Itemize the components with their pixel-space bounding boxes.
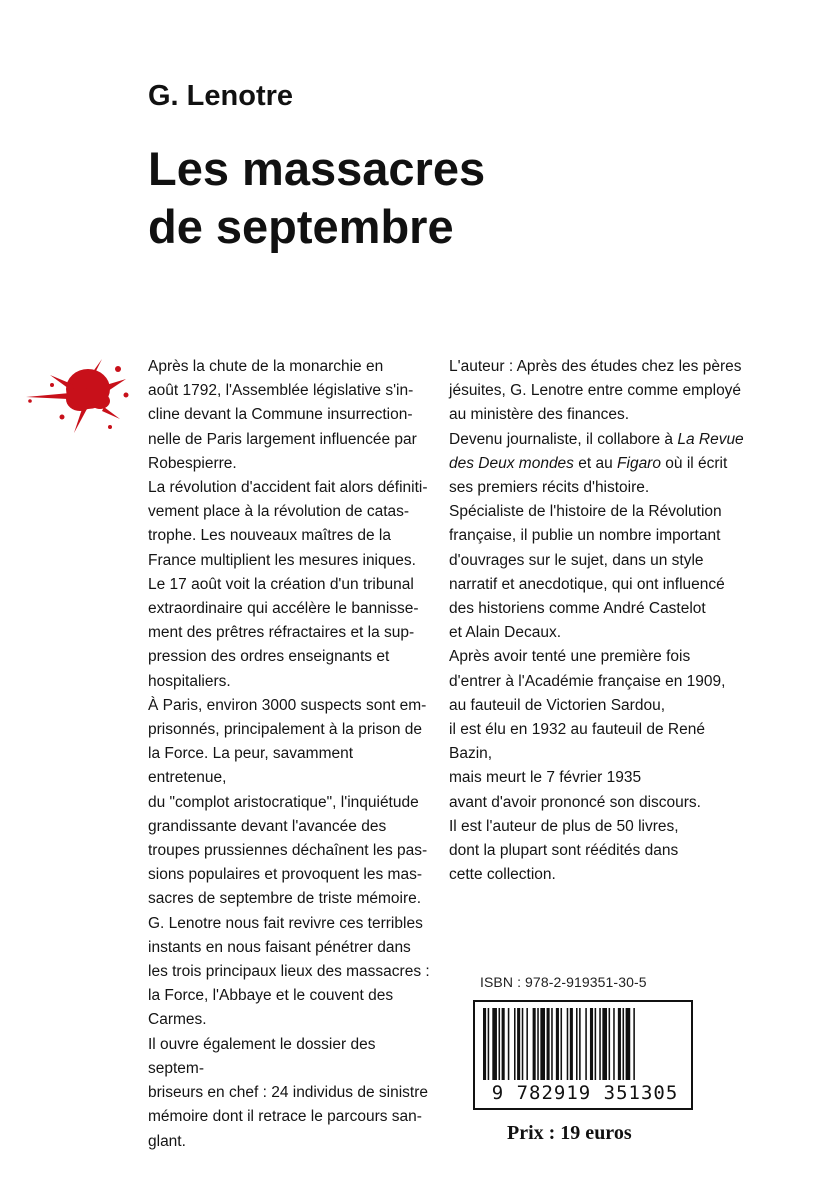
bio-italic-revue: La Revue des Deux mondes [449, 430, 744, 472]
bio-italic-figaro: Figaro [617, 454, 661, 472]
bio-text: où il écrit ses premiers récits d'histoire. [449, 454, 728, 497]
barcode [473, 1000, 693, 1110]
synopsis-column [148, 355, 430, 1154]
barcode-bars-icon [483, 1008, 687, 1080]
bio-text: et au [573, 454, 618, 472]
book-title [148, 140, 485, 256]
author-bio-column [449, 355, 749, 887]
bio-paragraph [449, 428, 749, 501]
bio-paragraph: Il est l'auteur de plus de 50 livres, dont la plupart sont réédités dans cette collection. [449, 817, 679, 884]
bio-paragraph: Spécialiste de l'histoire de la Révolution française, il publie un nombre important d'ouvrages sur le sujet, dans un style narratif et anecdotique, qui ont influencé des historiens comme André Castelot et Alain Decaux. [449, 503, 725, 642]
bio-text: Devenu journaliste, il collabore à [449, 430, 678, 448]
synopsis-paragraph: À Paris, environ 3000 suspects sont em- prisonnés, principalement à la prison de la Force. La peur, savamment entretenue, du "complot aristocratique", l'inquiétude grandissante devant l'avancée des troupes prussiennes déchaînent les pas- sions populaires et provoquent les mas- sacres de septembre de triste mémoire. [148, 696, 428, 908]
blood-splatter-icon [22, 355, 134, 437]
synopsis-paragraph: Le 17 août voit la création d'un tribunal extraordinaire qui accélère le bannisse- ment des prêtres réfractaires et la sup- pression des ordres enseignants et hospitaliers. [148, 575, 419, 690]
barcode-number: 9 782919 351305 [491, 1082, 679, 1104]
bio-paragraph: L'auteur : Après des études chez les pères jésuites, G. Lenotre entre comme employé au ministère des finances. [449, 358, 742, 424]
synopsis-paragraph: Il ouvre également le dossier des septem- briseurs en chef : 24 individus de sinistre mémoire dont il retrace le parcours san- glant. [148, 1035, 429, 1150]
isbn-label: ISBN : 978-2-919351-30-5 [480, 974, 647, 990]
synopsis-paragraph: Après la chute de la monarchie en août 1792, l'Assemblée législative s'in- cline devant la Commune insurrection- nelle de Paris largement influencée par Robespierre. [148, 358, 417, 472]
title-line-1: Les massacres [148, 142, 486, 195]
author-name: G. Lenotre [148, 80, 294, 112]
title-line-2: de septembre [148, 200, 454, 253]
price-label: Prix : 19 euros [507, 1122, 632, 1144]
synopsis-paragraph: La révolution d'accident fait alors définiti- vement place à la révolution de catas- trophe. Les nouveaux maîtres de la France multiplient les mesures iniques. [148, 479, 428, 569]
synopsis-paragraph: G. Lenotre nous fait revivre ces terribles instants en nous faisant pénétrer dans les trois principaux lieux des massacres : la Force, l'Abbaye et le couvent des Carmes. [148, 914, 430, 1029]
bio-paragraph: Après avoir tenté une première fois d'entrer à l'Académie française en 1909, au fauteuil de Victorien Sardou, il est élu en 1932 au fauteuil de René Bazin, mais meurt le 7 février 1935 avant d'avoir prononcé son discours. [449, 648, 726, 811]
